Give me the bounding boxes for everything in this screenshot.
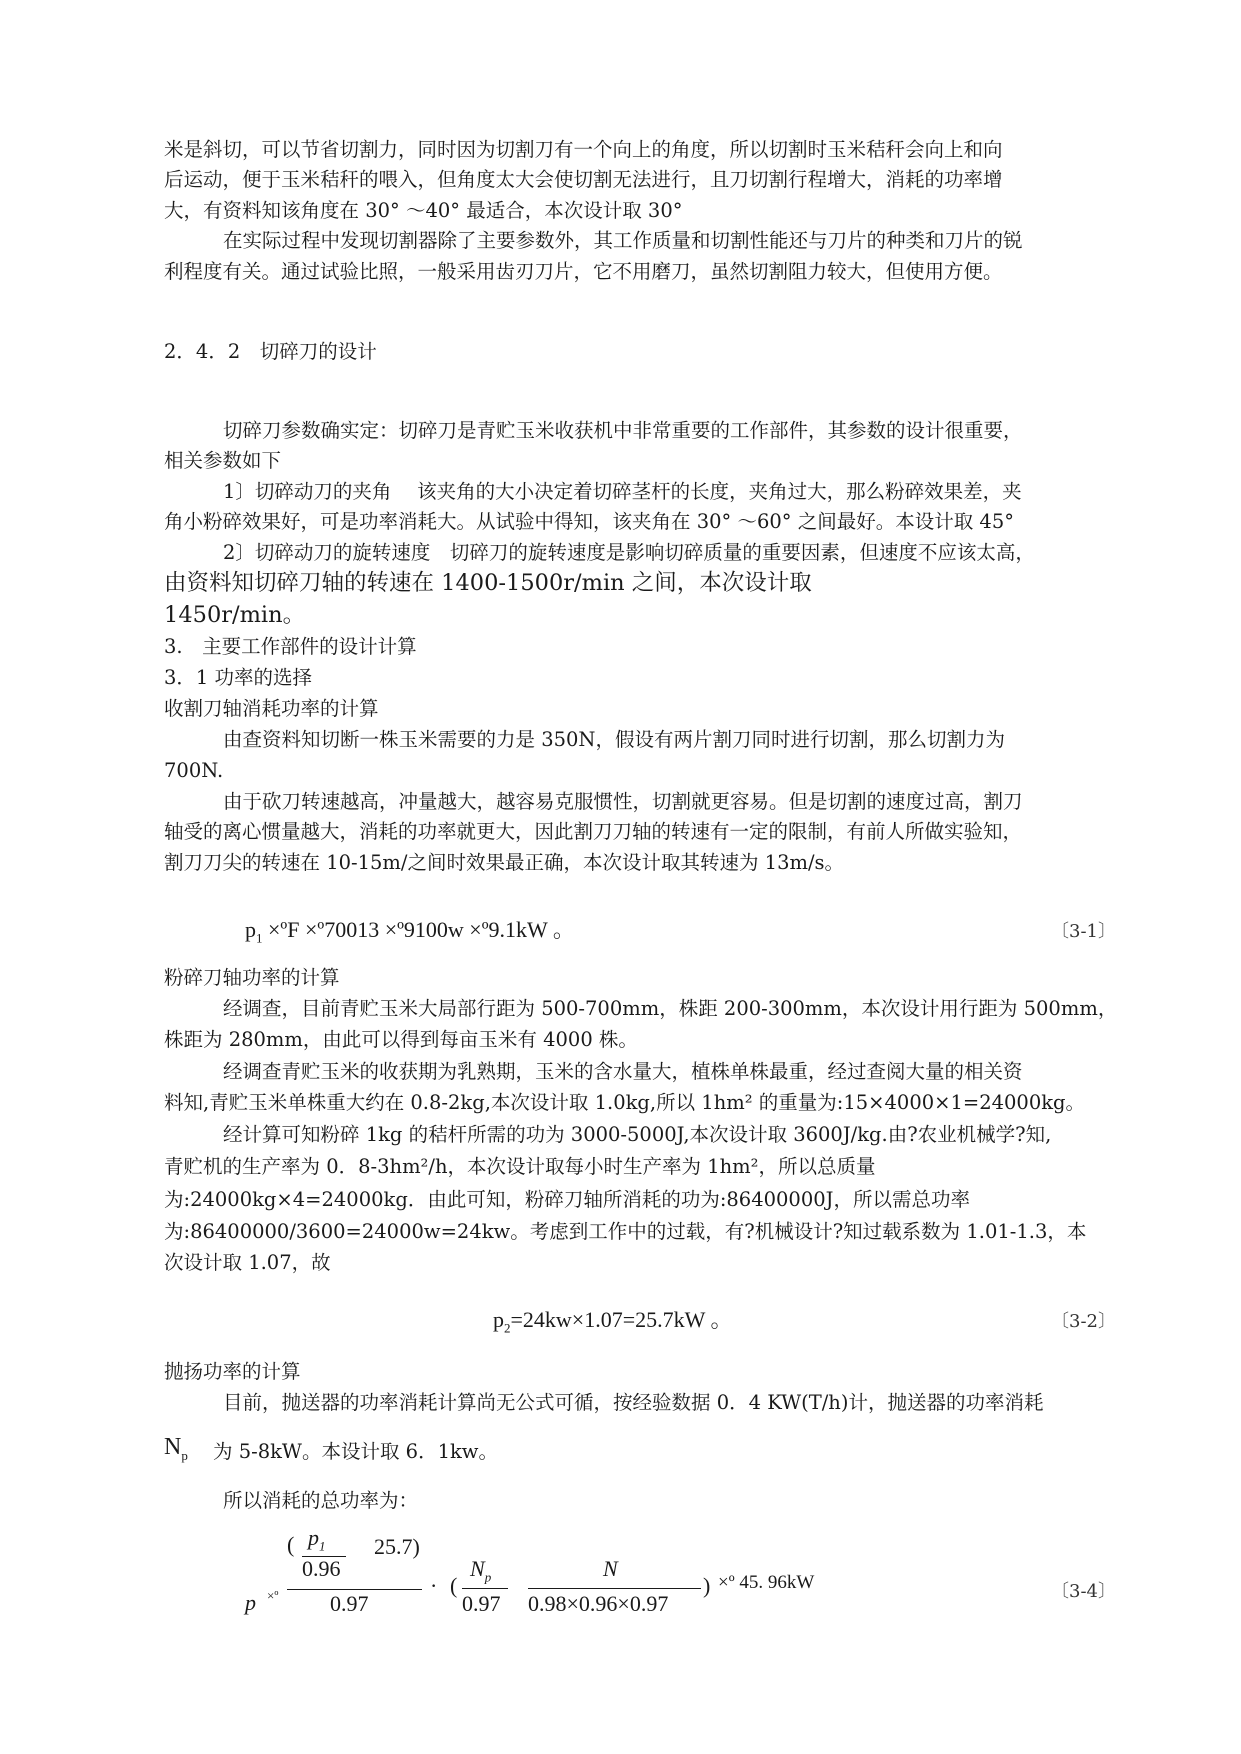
paragraph-line: 所以消耗的总功率为： [223,1489,419,1512]
paragraph-line: 米是斜切，可以节省切割力，同时因为切割刀有一个向上的角度，所以切割时玉米秸秆会向上和向 [164,138,1003,161]
np-symbol: $N_p$ [164,1434,188,1463]
paragraph-line: 由于砍刀转速越高，冲量越大，越容易克服惯性，切割就更容易。但是切割的速度过高，割刀 [223,790,1023,813]
paragraph-line: 经计算可知粉碎 1kg 的秸杆所需的功为 3000-5000J,本次设计取 3600J/kg.由?农业机械学?知, [223,1123,1052,1146]
equation-number: 〔3-1〕 [1051,921,1116,942]
paragraph-line: 由资料知切碎刀轴的转速在 1400-1500r/min 之间，本次设计取 [164,570,812,596]
paragraph-line: 由查资料知切断一株玉米需要的力是 350N，假设有两片割刀同时进行切割，那么切割力为 [223,728,1005,751]
fraction-bar [287,1589,422,1590]
paragraph-line: 利程度有关。通过试验比照，一般采用齿刃刀片，它不用磨刀，虽然切割阻力较大，但使用方便。 [164,260,1003,283]
paragraph-line: 2〕切碎动刀的旋转速度 切碎刀的旋转速度是影响切碎质量的重要因素，但速度不应该太高， [223,541,1035,564]
subheading-cutter-power: 收割刀轴消耗功率的计算 [164,697,379,720]
paragraph-line: 次设计取 1.07，故 [164,1251,331,1274]
paragraph-line: 后运动，便于玉米秸秆的喂入，但角度太大会使切割无法进行，且刀切割行程增大，消耗的功率增 [164,168,1003,191]
paragraph-line: 轴受的离心惯量越大，消耗的功率就更大，因此割刀刀轴的转速有一定的限制，有前人所做实验知， [164,820,1023,843]
paragraph-line: 青贮机的生产率为 0．8-3hm²/h，本次设计取每小时生产率为 1hm²，所以总质量 [164,1155,876,1178]
paragraph-line: 料知,青贮玉米单株重大约在 0.8-2kg,本次设计取 1.0kg,所以 1hm² 的重量为:15×4000×1=24000kg。 [164,1091,1086,1114]
subheading-crusher-power: 粉碎刀轴功率的计算 [164,966,340,989]
fraction-bar [462,1588,508,1589]
paragraph-line: 株距为 280mm，由此可以得到每亩玉米有 4000 株。 [164,1028,638,1051]
equation-number: 〔3-4〕 [1051,1581,1116,1602]
paragraph-line: 为:86400000/3600=24000w=24kw。考虑到工作中的过载，有?机械设计?知过载系数为 1.01-1.3，本 [164,1220,1087,1243]
subheading-thrower-power: 抛扬功率的计算 [164,1360,301,1383]
paragraph-line: 割刀刀尖的转速在 10-15m/之间时效果最正确，本次设计取其转速为 13m/s。 [164,851,845,874]
section-heading-2-4-2: 2．4．2 切碎刀的设计 [164,340,377,363]
paragraph-line: 为:24000kg×4=24000kg．由此可知，粉碎刀轴所消耗的功为:86400000J，所以需总功率 [164,1188,970,1211]
paragraph-line: 经调查青贮玉米的收获期为乳熟期，玉米的含水量大，植株单株最重，经过查阅大量的相关资 [223,1060,1023,1083]
paragraph-line: 为 5-8kW。本设计取 6．1kw。 [213,1440,498,1463]
equation-3-2: $p_2=24kw\times 1.07=25.7kW$ 。 [493,1307,733,1336]
paragraph-line: 经调查，目前青贮玉米大局部行距为 500-700mm，株距 200-300mm，本次设计用行距为 500mm， [223,997,1118,1020]
paragraph-line: 切碎刀参数确实定：切碎刀是青贮玉米收获机中非常重要的工作部件，其参数的设计很重要， [223,419,1023,442]
document-page: 米是斜切，可以节省切割力，同时因为切割刀有一个向上的角度，所以切割时玉米秸秆会向上和向 后运动，便于玉米秸秆的喂入，但角度太大会使切割无法进行，且刀切割行程增大，消耗的功率增 大，有资料知该角度在 30° ～40° 最适合，本次设计取 30° 在实际过程中发现切割器除了主要参数外，其工作质量和切割性能还与刀片的种类和刀片的锐 利程度有关。通过试验比照，一般采用齿刃刀片，它不用磨刀，虽然切割阻力较大，但使用方便。 2．4．2 切碎刀的设计 切碎刀参数确实定：切碎刀是青贮玉米收获机中非常重要的工作部件，其参数的设计很重要， 相关参数如下 1〕切碎动刀的夹角 该夹角的大小决定着切碎茎杆的长度，夹角过大，那么粉碎效果差，夹 角小粉碎效果好，可是功率消耗大。从试验中得知，该夹角在 30° ～60° 之间最好。本设计取 45° 2〕切碎动刀的旋转速度 切碎刀的旋转速度是影响切碎质量的重要因素，但速度不应该太高， 由资料知切碎刀轴的转速在 1400-1500r/min 之间，本次设计取 1450r/min。 3. 主要工作部件的设计计算 3．1 功率的选择 收割刀轴消耗功率的计算 由查资料知切断一株玉米需要的力是 350N，假设有两片割刀同时进行切割，那么切割力为 700N. 由于砍刀转速越高，冲量越大，越容易克服惯性，切割就更容易。但是切割的速度过高，割刀 轴受的离心惯量越大，消耗的功率就更大，因此割刀刀轴的转速有一定的限制，有前人所做实验知， 割刀刀尖的转速在 10-15m/之间时效果最正确，本次设计取其转速为 13m/s。 $p_1$ ×ºF ×º70013 ×º9100w ×º9.1kW 。 〔3-1〕 粉碎刀轴功率的计算 经调查，目前青贮玉米大局部行距为 500-700mm，株距 200-300mm，本次设计用行距为 500mm， 株距为 280mm，由此可以得到每亩玉米有 4000 株。 经调查青贮玉米的收获期为乳熟期，玉米的含水量大，植株单株最重，经过查阅大量的相关资 料知,青贮玉米单株重大约在 0.8-2kg,本次设计取 1.0kg,所以 1hm² 的重量为:15×4000×1=24000kg。 经计算可知粉碎 1kg 的秸杆所需的功为 3000-5000J,本次设计取 3600J/kg.由?农业机械学?知, 青贮机的生产率为 0．8-3hm²/h，本次设计取每小时生产率为 1hm²，所以总质量 为:24000kg×4=24000kg．由此可知，粉碎刀轴所消耗的功为:86400000J，所以需总功率 为:86400000/3600=24000w=24kw。考虑到工作中的过载，有?机械设计?知过载系数为 1.01-1.3，本 次设计取 1.07，故 $p_2=24kw\times 1.07=25.7kW$ 。 〔3-2〕 抛扬功率的计算 目前，抛送器的功率消耗计算尚无公式可循，按经验数据 0．4 KW(T/h)计，抛送器的功率消耗 $N_p$ 为 5-8kW。本设计取 6．1kw。 所以消耗的总功率为： p ×º ( $p_1$ 0.96 25.7) 0.97 · ( $N_p$ 0.97 N 0.98×0.96×0.97 ) ×º 45. 96kW 〔3-4〕 [0,0,1241,1754]
section-heading-3-1: 3．1 功率的选择 [164,666,313,689]
section-heading-3: 3. 主要工作部件的设计计算 [164,635,417,658]
fraction-bar [528,1588,701,1589]
paragraph-line: 700N. [164,759,224,782]
equation-3-1: $p_1$ ×ºF ×º70013 ×º9100w ×º9.1kW 。 [245,917,575,946]
paragraph-line: 目前，抛送器的功率消耗计算尚无公式可循，按经验数据 0．4 KW(T/h)计，抛送器的功率消耗 [223,1391,1044,1414]
paragraph-line: 在实际过程中发现切割器除了主要参数外，其工作质量和切割性能还与刀片的种类和刀片的锐 [223,229,1023,252]
paragraph-line: 1〕切碎动刀的夹角 该夹角的大小决定着切碎茎杆的长度，夹角过大，那么粉碎效果差，夹 [223,480,1022,503]
equation-number: 〔3-2〕 [1051,1311,1116,1332]
paragraph-line: 大，有资料知该角度在 30° ～40° 最适合，本次设计取 30° [164,199,683,222]
paragraph-line: 相关参数如下 [164,449,282,472]
paragraph-line: 1450r/min。 [164,602,306,628]
paragraph-line: 角小粉碎效果好，可是功率消耗大。从试验中得知，该夹角在 30° ～60° 之间最好。本设计取 45° [164,510,1014,533]
